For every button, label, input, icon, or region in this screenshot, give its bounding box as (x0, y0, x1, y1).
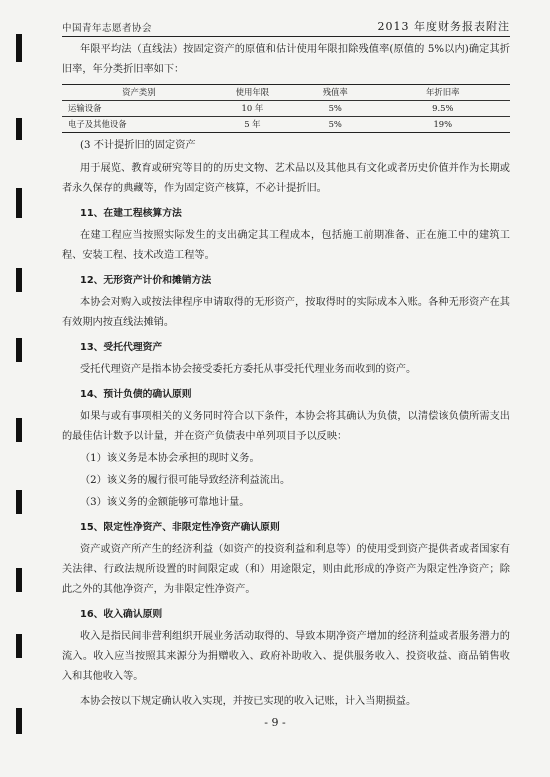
page-header (62, 16, 510, 37)
table-cell: 电子及其他设备 (62, 117, 210, 133)
section-body: 受托代理资产是指本协会接受委托方委托从事受托代理业务而收到的资产。 (80, 364, 417, 375)
section-body: 本协会按以下规定确认收入实现，并按已实现的收入记账，计入当期损益。 (80, 696, 417, 707)
intro-paragraph: 年限平均法（直线法）按固定资产的原值和估计使用年限扣除残值率(原值的 5%以内)确定其折旧率，年分类折旧率如下： (62, 44, 510, 75)
binder-mark (16, 490, 22, 514)
section-heading: 13、受托代理资产 (80, 342, 163, 353)
section-body: 本协会对购入或按法律程序申请取得的无形资产，按取得时的实际成本入账。各种无形资产在其有效期内按直线法摊销。 (62, 297, 510, 328)
section-heading: 16、收入确认原则 (80, 609, 163, 620)
list-item: （3）该义务的金额能够可靠地计量。 (80, 497, 250, 508)
binder-mark (16, 188, 22, 218)
table-cell: 10 年 (210, 101, 295, 117)
section-heading: 15、限定性净资产、非限定性净资产确认原则 (80, 522, 280, 533)
binder-mark (16, 568, 22, 592)
binder-mark (16, 118, 22, 140)
section-heading: 14、预计负债的确认原则 (80, 389, 192, 400)
section-body: 用于展览、教育或研究等目的的历史文物、艺术品以及其他具有文化或者历史价值并作为长期或者永久保存的典藏等，作为固定资产核算，不必计提折旧。 (62, 163, 510, 194)
page-number: - 9 - (264, 716, 286, 729)
section-heading: 11、在建工程核算方法 (80, 208, 182, 219)
subsection-title: (3 不计提折旧的固定资产 (80, 140, 196, 151)
binder-mark (16, 338, 22, 362)
table-header-cell: 资产类别 (62, 85, 210, 101)
table-header-cell: 年折旧率 (376, 85, 510, 101)
section-body: 收入是指民间非营利组织开展业务活动取得的、导致本期净资产增加的经济利益或者服务潜力的流入。收入应当按照其来源分为捐赠收入、政府补助收入、提供服务收入、投资收益、商品销售收入和其他收入等。 (62, 631, 510, 682)
section-body: 如果与或有事项相关的义务同时符合以下条件，本协会将其确认为负债，以清偿该负债所需支出的最佳估计数予以计量，并在资产负债表中单列项目予以反映： (62, 411, 510, 442)
section-body: 在建工程应当按照实际发生的支出确定其工程成本，包括施工前期准备、正在施工中的建筑工程、安装工程、技术改造工程等。 (62, 230, 510, 261)
binder-mark (16, 418, 22, 442)
section-body: 资产或资产所产生的经济利益（如资产的投资利益和利息等）的使用受到资产提供者或者国家有关法律、行政法规所设置的时间限定或（和）用途限定，则由此形成的净资产为限定性净资产；除此之外的其他净资产，为非限定性净资产。 (62, 544, 510, 595)
document-body (62, 40, 510, 712)
table-row (62, 117, 510, 133)
table-cell: 9.5% (376, 101, 510, 117)
section-heading: 12、无形资产计价和摊销方法 (80, 275, 212, 286)
table-cell: 运输设备 (62, 101, 210, 117)
depreciation-table (62, 84, 510, 133)
list-item: （1）该义务是本协会承担的现时义务。 (80, 453, 260, 464)
table-cell: 19% (376, 117, 510, 133)
binder-mark (16, 268, 22, 292)
table-header-cell: 残值率 (295, 85, 376, 101)
binder-mark (16, 34, 22, 62)
table-cell: 5% (295, 117, 376, 133)
table-header-row (62, 85, 510, 101)
table-row (62, 101, 510, 117)
table-cell: 5 年 (210, 117, 295, 133)
list-item: （2）该义务的履行很可能导致经济利益流出。 (80, 475, 291, 486)
table-cell: 5% (295, 101, 376, 117)
header-doc-title: 2013 年度财务报表附注 (377, 20, 510, 33)
binder-mark (16, 634, 22, 658)
table-header-cell: 使用年限 (210, 85, 295, 101)
header-org: 中国青年志愿者协会 (62, 23, 153, 34)
